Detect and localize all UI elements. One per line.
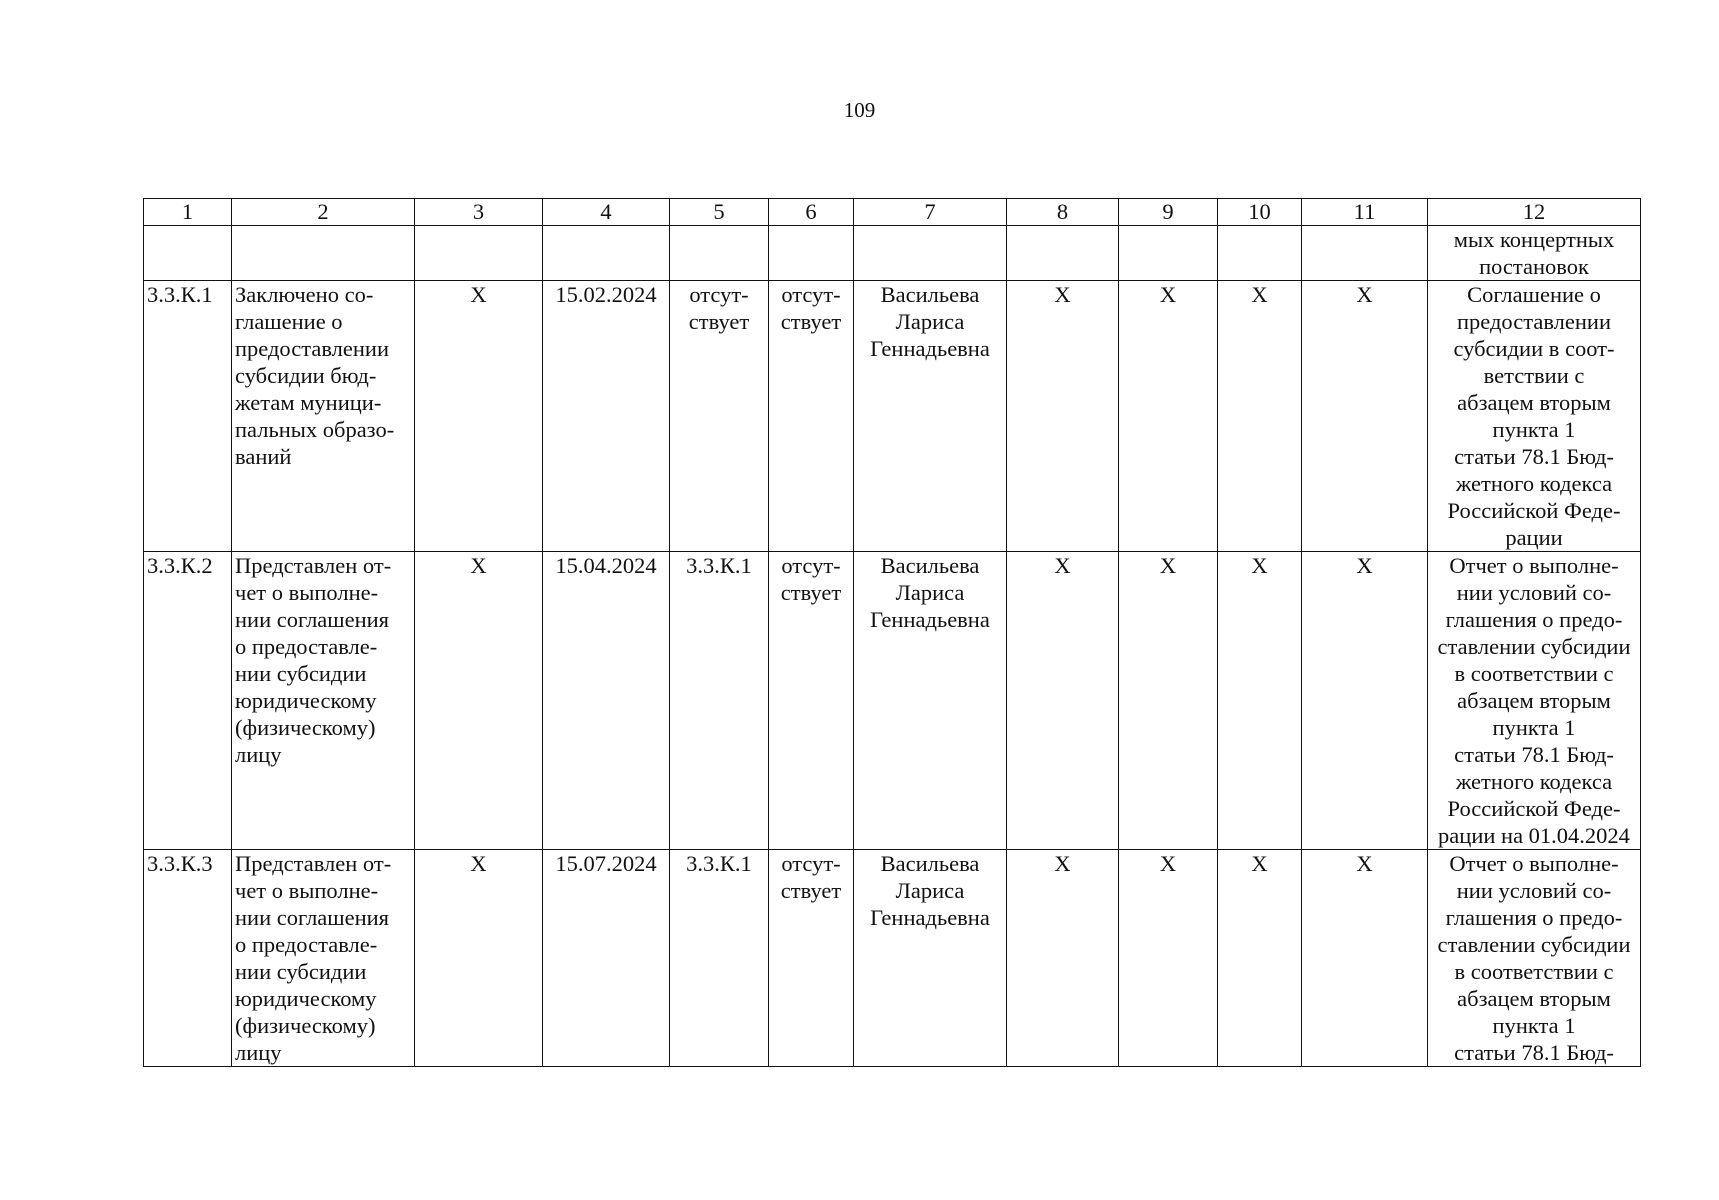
cell-date [543,226,670,281]
table-row [144,552,1641,850]
header-cell: 11 [1302,199,1428,226]
cell-col9: X [1119,850,1218,1067]
cell-col9 [1119,226,1218,281]
cell-responsible: Васильева Лариса Геннадьевна [854,552,1007,850]
cell-col5: 3.3.К.1 [670,552,769,850]
cell-responsible [854,226,1007,281]
cell-col10 [1218,226,1302,281]
header-cell: 10 [1218,199,1302,226]
cell-col5: 3.3.К.1 [670,850,769,1067]
cell-event [232,226,415,281]
header-cell: 2 [232,199,415,226]
cell-number: 3.3.К.2 [144,552,232,850]
cell-document: мых концертных постановок [1428,226,1641,281]
cell-col10: X [1218,850,1302,1067]
header-cell: 7 [854,199,1007,226]
cell-col3: X [415,552,543,850]
cell-col6: отсут- ствует [769,281,854,552]
header-row [144,199,1641,226]
cell-date: 15.02.2024 [543,281,670,552]
cell-document: Соглашение о предоставлении субсидии в соот- ветствии с абзацем вторым пункта 1 статьи 78.1 Бюд- жетного кодекса Российской Феде- рации [1428,281,1641,552]
cell-document: Отчет о выполне- нии условий со- глашения о предо- ставлении субсидии в соответствии с абзацем вторым пункта 1 статьи 78.1 Бюд- [1428,850,1641,1067]
cell-number [144,226,232,281]
cell-col10: X [1218,552,1302,850]
header-cell: 1 [144,199,232,226]
cell-number: 3.3.К.3 [144,850,232,1067]
header-cell: 6 [769,199,854,226]
cell-document: Отчет о выполне- нии условий со- глашения о предо- ставлении субсидии в соответствии с абзацем вторым пункта 1 статьи 78.1 Бюд- жетного кодекса Российской Феде- рации на 01.04.2024 [1428,552,1641,850]
table-header [144,199,1641,226]
cell-col8: X [1007,850,1119,1067]
table-row [144,226,1641,281]
cell-col11: X [1302,850,1428,1067]
cell-col6 [769,226,854,281]
header-cell: 3 [415,199,543,226]
cell-date: 15.04.2024 [543,552,670,850]
cell-col3: X [415,850,543,1067]
cell-col11: X [1302,281,1428,552]
cell-col6: отсут- ствует [769,552,854,850]
header-cell: 4 [543,199,670,226]
cell-col3: X [415,281,543,552]
header-cell: 12 [1428,199,1641,226]
cell-col8 [1007,226,1119,281]
cell-event: Представлен от- чет о выполне- нии соглашения о предоставле- нии субсидии юридическому (физическому) лицу [232,552,415,850]
cell-col6: отсут- ствует [769,850,854,1067]
cell-col5 [670,226,769,281]
cell-col3 [415,226,543,281]
header-cell: 5 [670,199,769,226]
table-row [144,850,1641,1067]
document-table [143,198,1641,1067]
cell-event: Представлен от- чет о выполне- нии соглашения о предоставле- нии субсидии юридическому (физическому) лицу [232,850,415,1067]
cell-col8: X [1007,552,1119,850]
cell-responsible: Васильева Лариса Геннадьевна [854,281,1007,552]
header-cell: 8 [1007,199,1119,226]
cell-responsible: Васильева Лариса Геннадьевна [854,850,1007,1067]
page-number: 109 [843,98,876,122]
table-row [144,281,1641,552]
cell-event: Заключено со- глашение о предоставлении субсидии бюд- жетам муници- пальных образо- ваний [232,281,415,552]
cell-date: 15.07.2024 [543,850,670,1067]
cell-col9: X [1119,552,1218,850]
cell-col11 [1302,226,1428,281]
cell-col5: отсут- ствует [670,281,769,552]
cell-col11: X [1302,552,1428,850]
cell-col10: X [1218,281,1302,552]
cell-col9: X [1119,281,1218,552]
cell-col8: X [1007,281,1119,552]
header-cell: 9 [1119,199,1218,226]
cell-number: 3.3.К.1 [144,281,232,552]
